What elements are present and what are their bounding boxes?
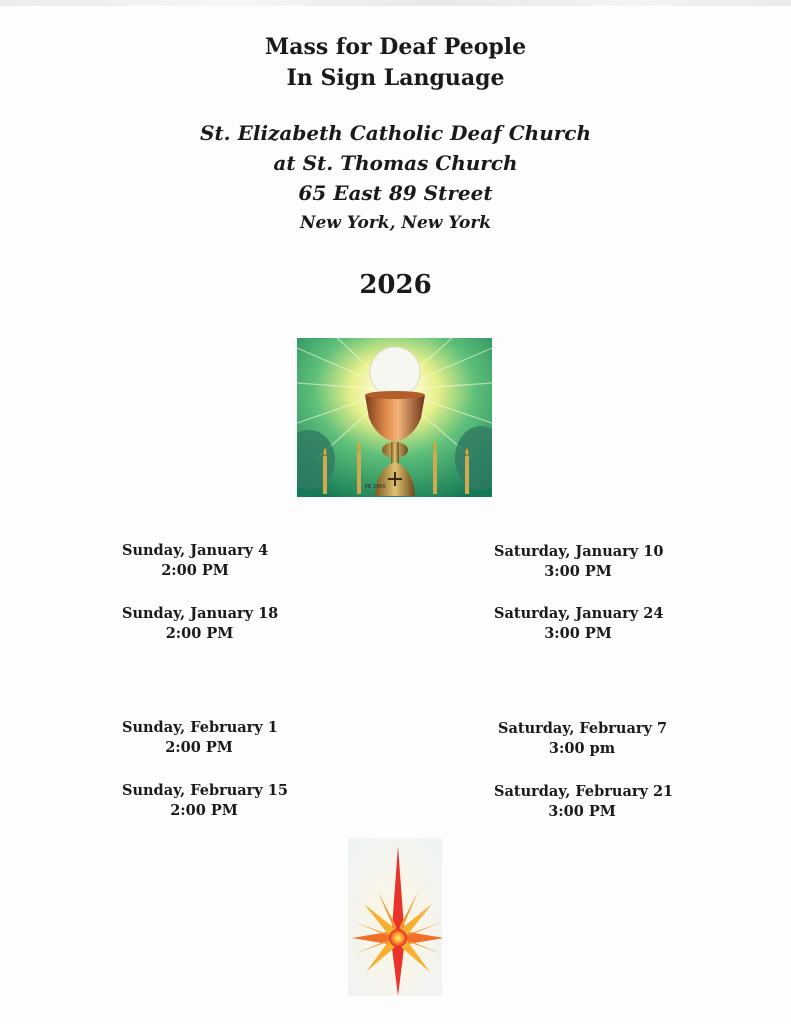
mass-time: 2:00 PM	[165, 625, 234, 642]
star-icon	[348, 838, 442, 996]
mass-time: 2:00 PM	[165, 739, 233, 756]
chalice-host-icon	[297, 338, 492, 497]
year-heading: 2026	[359, 270, 432, 300]
mass-entry	[122, 781, 286, 821]
chalice-signature: PB 2005	[365, 484, 386, 490]
mass-time: 3:00 pm	[548, 740, 616, 757]
church-name: St. Elizabeth Catholic Deaf Church	[200, 121, 591, 145]
mass-time: 3:00 PM	[544, 563, 612, 580]
mass-day: Sunday, January 4	[122, 542, 269, 559]
mass-entry	[122, 718, 276, 758]
mass-day: Saturday, January 10	[494, 543, 664, 560]
mass-day: Sunday, February 1	[122, 719, 278, 736]
title-line-1: Mass for Deaf People	[264, 34, 527, 60]
mass-entry	[122, 541, 268, 581]
mass-entry	[494, 782, 674, 822]
mass-time: 3:00 PM	[548, 803, 616, 820]
church-location: at St. Thomas Church	[273, 151, 518, 175]
mass-time: 2:00 PM	[170, 802, 238, 819]
mass-day: Sunday, January 18	[122, 605, 279, 622]
mass-day: Sunday, February 15	[122, 782, 288, 799]
scan-edge	[0, 0, 791, 6]
mass-entry	[498, 719, 666, 759]
mass-entry	[494, 542, 662, 582]
church-address: 65 East 89 Street	[298, 181, 493, 205]
church-info	[0, 118, 791, 238]
title-line-2: In Sign Language	[286, 65, 505, 91]
mass-day: Saturday, January 24	[494, 605, 664, 622]
church-city: New York, New York	[299, 213, 492, 233]
mass-time: 3:00 PM	[544, 625, 612, 642]
mass-day: Saturday, February 7	[498, 720, 668, 737]
mass-entry	[494, 604, 662, 644]
mass-time: 2:00 PM	[161, 562, 229, 579]
page-title	[0, 32, 791, 94]
mass-entry	[122, 604, 277, 644]
mass-day: Saturday, February 21	[494, 783, 674, 800]
